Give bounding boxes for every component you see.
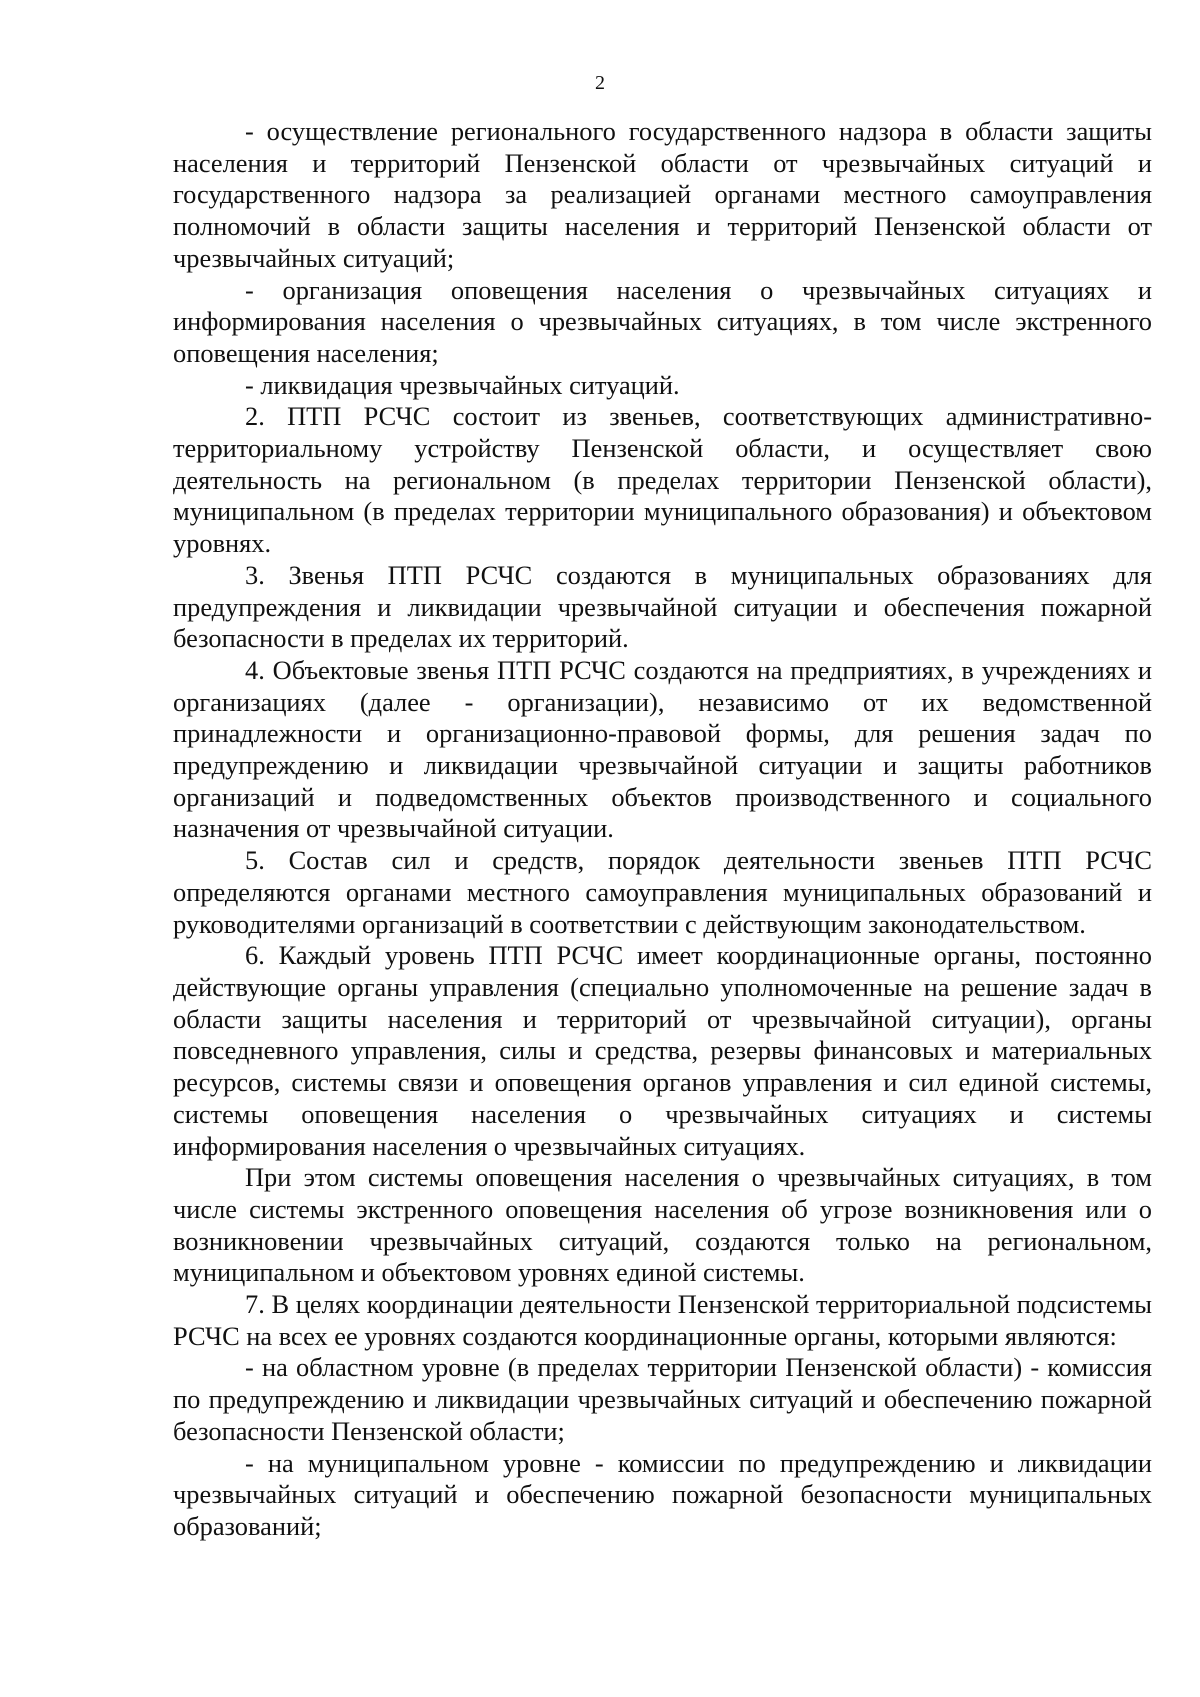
paragraph-item-2: 2. ПТП РСЧС состоит из звеньев, соответствующих административно-территориальному устройству Пензенской области, и осуществляет свою деятельность на региональном (в пределах территории Пензенской области), муниципальном (в пределах территории муниципального образования) и объектовом уровнях. — [173, 401, 1152, 559]
paragraph-item-6-continuation: При этом системы оповещения населения о чрезвычайных ситуациях, в том числе системы экстренного оповещения населения об угрозе возникновения или о возникновении чрезвычайных ситуаций, создаются только на региональном, муниципальном и объектовом уровнях единой системы. — [173, 1162, 1152, 1288]
paragraph-item-7: 7. В целях координации деятельности Пензенской территориальной подсистемы РСЧС на всех ее уровнях создаются координационные органы, которыми являются: — [173, 1289, 1152, 1351]
paragraph-item-5: 5. Состав сил и средств, порядок деятельности звеньев ПТП РСЧС определяются органами местного самоуправления муниципальных образований и руководителями организаций в соответствии с действующим законодательством. — [173, 845, 1152, 939]
page-number: 2 — [595, 72, 605, 94]
paragraph-item-6: 6. Каждый уровень ПТП РСЧС имеет координационные органы, постоянно действующие органы управления (специально уполномоченные на решение задач в области защиты населения и территорий от чрезвычайной ситуации), органы повседневного управления, силы и средства, резервы финансовых и материальных ресурсов, системы связи и оповещения органов управления и сил единой системы, системы оповещения населения о чрезвычайных ситуациях и системы информирования населения о чрезвычайных ситуациях. — [173, 940, 1152, 1161]
paragraph-regional-supervision: - осуществление регионального государственного надзора в области защиты населения и территорий Пензенской области от чрезвычайных ситуаций и государственного надзора за реализацией органами местного самоуправления полномочий в области защиты населения и территорий Пензенской области от чрезвычайных ситуаций; — [173, 116, 1152, 273]
paragraph-municipal-level: - на муниципальном уровне - комиссии по предупреждению и ликвидации чрезвычайных ситуаций и обеспечению пожарной безопасности муниципальных образований; — [173, 1447, 1152, 1541]
paragraph-item-4: 4. Объектовые звенья ПТП РСЧС создаются на предприятиях, в учреждениях и организациях (далее - организации), независимо от их ведомственной принадлежности и организационно-правовой формы, для решения задач по предупреждению и ликвидации чрезвычайной ситуации и защиты работников организаций и подведомственных объектов производственного и социального назначения от чрезвычайной ситуации. — [173, 654, 1152, 844]
paragraph-notification-organization: - организация оповещения населения о чрезвычайных ситуациях и информирования населения о чрезвычайных ситуациях, в том числе экстренного оповещения населения; — [173, 274, 1152, 368]
paragraph-regional-level: - на областном уровне (в пределах территории Пензенской области) - комиссия по предупреждению и ликвидации чрезвычайных ситуаций и обеспечению пожарной безопасности Пензенской области; — [173, 1352, 1152, 1446]
document-body — [173, 116, 1152, 1543]
paragraph-liquidation: - ликвидация чрезвычайных ситуаций. — [245, 369, 680, 400]
paragraph-item-3: 3. Звенья ПТП РСЧС создаются в муниципальных образованиях для предупреждения и ликвидации чрезвычайной ситуации и обеспечения пожарной безопасности в пределах их территорий. — [173, 559, 1152, 654]
